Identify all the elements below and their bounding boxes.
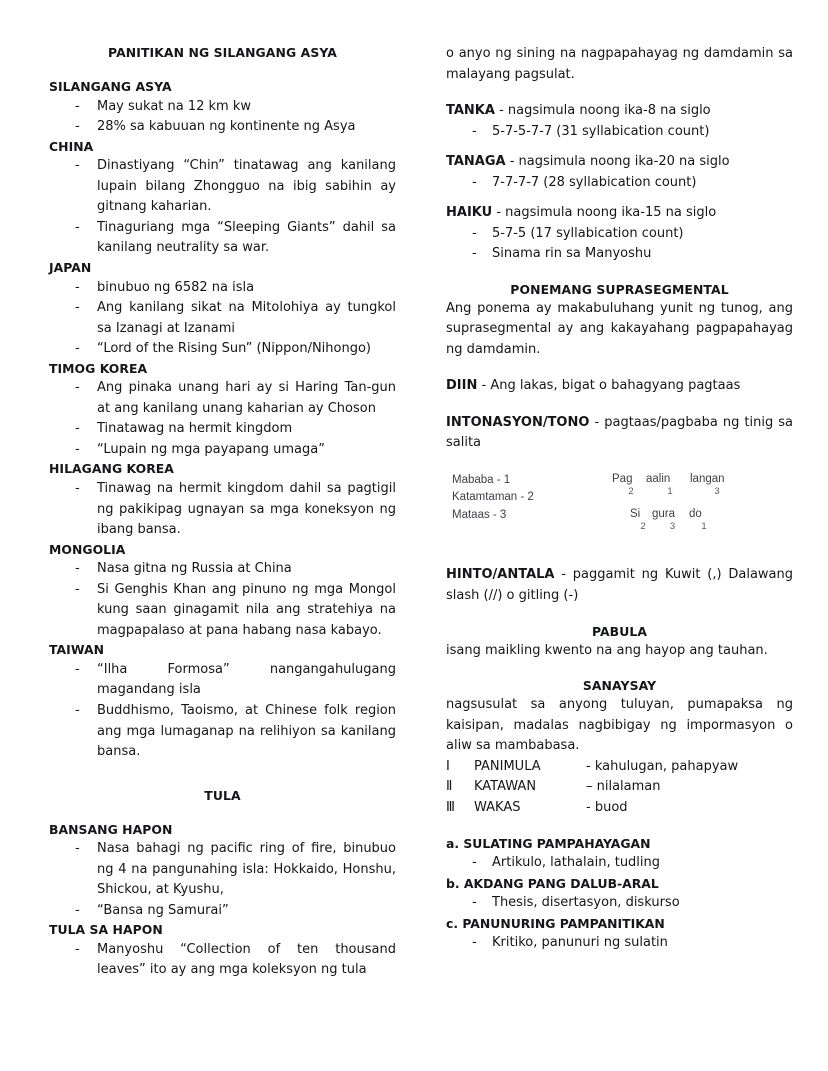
list-item: - Buddhismo, Taoismo, at Chinese folk region ang mga lumaganap na relihiyon sa kanilang bansa. <box>49 701 396 763</box>
list-item: - May sukat na 12 km kw <box>49 97 396 118</box>
list-item: - “Bansa ng Samurai” <box>49 901 396 922</box>
roman-numeral: Ⅰ <box>446 758 450 774</box>
term-intonasyon-tono <box>446 413 793 454</box>
sanaysay-paragraph: nagsusulat sa anyong tuluyan, pumapaksa ng kaisipan, madalas nagbibigay ng impormasyon o aliw sa mambabasa. <box>446 697 793 754</box>
part-label: WAKAS <box>474 799 521 815</box>
intonation-levels <box>452 472 612 542</box>
section-heading-tula-sa-hapon: TULA SA HAPON <box>49 922 163 938</box>
term-definition: - nagsimula noong ika-8 na siglo <box>494 103 711 119</box>
section-heading-japan: JAPAN <box>49 259 92 275</box>
list-item: - Tinaguriang mga “Sleeping Giants” dahil sa kanilang neutrality sa war. <box>49 218 396 259</box>
syllable: langan <box>690 472 725 485</box>
poem-form-haiku <box>446 203 793 224</box>
section-heading-timog-korea: TIMOG KOREA <box>49 360 148 376</box>
term-label: HINTO/ANTALA <box>446 567 555 583</box>
term-diin <box>446 376 793 397</box>
sanaysay-parts <box>446 757 793 819</box>
syllable: do <box>689 507 702 520</box>
intonation-figure <box>452 472 782 542</box>
list-item: - Kritiko, panunuri ng sulatin <box>446 933 793 954</box>
sanaysay-part-row <box>446 777 793 798</box>
list-akdang-pang-dalub-aral <box>446 893 793 914</box>
term-label: DIIN <box>446 378 478 394</box>
list-item: - Dinastiyang “Chin” tinatawag ang kanilang lupain bilang Zhongguo na ibig sabihin ay gitnang kaharian. <box>49 156 396 218</box>
list-item: - “Lord of the Rising Sun” (Nippon/Nihongo) <box>49 339 396 360</box>
list-mongolia <box>49 559 396 641</box>
list-silangang-asya <box>49 97 396 138</box>
list-item: - Nasa gitna ng Russia at China <box>49 559 396 580</box>
pabula-paragraph: isang maikling kwento na ang hayop ang tauhan. <box>446 642 768 658</box>
list-item: - Tinatawag na hermit kingdom <box>49 419 396 440</box>
list-item: - Ang kanilang sikat na Mitolohiya ay tungkol sa Izanagi at Izanami <box>49 298 396 339</box>
section-heading-hilagang-korea: HILAGANG KOREA <box>49 461 174 477</box>
pitch-number: 3 <box>714 486 720 498</box>
section-heading-sanaysay: SANAYSAY <box>582 678 657 694</box>
list-tula-sa-hapon <box>49 940 396 981</box>
list-item: - Tinawag na hermit kingdom dahil sa pagtigil ng pakikipag ugnayan sa mga koneksyon ng ibang bansa. <box>49 479 396 541</box>
two-column-layout <box>49 44 793 981</box>
term-label: TANAGA <box>446 154 506 170</box>
list-item: - Ang pinaka unang hari ay si Haring Tan-gun at ang kanilang unang kaharian ay Choson <box>49 378 396 419</box>
type-heading-sulating-pampahayagan: a. SULATING PAMPAHAYAGAN <box>446 836 651 852</box>
type-heading-panunuring-pampanitikan: c. PANUNURING PAMPANITIKAN <box>446 915 665 931</box>
list-hilagang-korea <box>49 479 396 541</box>
list-china <box>49 156 396 259</box>
term-definition: - nagsimula noong ika-20 na siglo <box>505 154 730 170</box>
syllable: Si <box>630 507 641 520</box>
term-hinto-antala <box>446 565 793 606</box>
pitch-number: 2 <box>628 486 634 498</box>
example-syllables <box>630 507 782 521</box>
example-syllables <box>612 472 782 486</box>
pitch-number: 2 <box>640 521 646 533</box>
section-heading-bansang-hapon: BANSANG HAPON <box>49 821 173 837</box>
poem-form-tanaga <box>446 152 793 173</box>
list-item: - 28% sa kabuuan ng kontinente ng Asya <box>49 117 396 138</box>
type-heading-akdang-pang-dalub-aral: b. AKDANG PANG DALUB-ARAL <box>446 875 659 891</box>
list-item: - binubuo ng 6582 na isla <box>49 278 396 299</box>
list-haiku <box>446 224 793 265</box>
part-label: KATAWAN <box>474 779 537 795</box>
list-sulating-pampahayagan <box>446 853 793 874</box>
level-row: Mataas - 3 <box>452 508 507 521</box>
roman-numeral: Ⅱ <box>446 779 453 795</box>
list-item: - 5-7-5-7-7 (31 syllabication count) <box>446 122 793 143</box>
section-heading-silangang-asya: SILANGANG ASYA <box>49 78 172 94</box>
section-heading-pabula: PABULA <box>591 623 648 639</box>
intonation-example <box>612 507 782 533</box>
sanaysay-part-row <box>446 757 793 778</box>
level-row: Katamtaman - 2 <box>452 491 534 504</box>
intonation-examples <box>612 472 782 542</box>
list-bansang-hapon <box>49 839 396 921</box>
term-definition: - paggamit ng Kuwit (,) Dalawang slash (//) o gitling (-) <box>446 567 793 604</box>
list-tanka <box>446 122 793 143</box>
syllable: aalin <box>646 472 671 485</box>
term-label: TANKA <box>446 103 495 119</box>
sanaysay-part-row <box>446 798 793 819</box>
list-item: - “Lupain ng mga payapang umaga” <box>49 440 396 461</box>
pitch-number: 1 <box>701 521 707 533</box>
part-description: - kahulugan, pahapyaw <box>586 758 739 774</box>
list-item: - Artikulo, lathalain, tudling <box>446 853 793 874</box>
list-item: - Thesis, disertasyon, diskurso <box>446 893 793 914</box>
list-item: - Si Genghis Khan ang pinuno ng mga Mongol kung saan ginagamit nila ang stratehiya na magpapalaso at pana habang nasa kabayo. <box>49 580 396 642</box>
section-heading-china: CHINA <box>49 138 94 154</box>
list-item: - 7-7-7-7 (28 syllabication count) <box>446 173 793 194</box>
syllable: Pag <box>612 472 633 485</box>
roman-numeral: Ⅲ <box>446 799 455 815</box>
term-definition: - Ang lakas, bigat o bahagyang pagtaas <box>477 378 741 394</box>
part-description: - buod <box>586 799 628 815</box>
list-item: - Manyoshu “Collection of ten thousand leaves” ito ay ang mga koleksyon ng tula <box>49 940 396 981</box>
list-item: - Sinama rin sa Manyoshu <box>446 244 793 265</box>
section-heading-ponemang-suprasegmental: PONEMANG SUPRASEGMENTAL <box>510 281 729 297</box>
pitch-number: 1 <box>667 486 673 498</box>
term-label: HAIKU <box>446 205 493 221</box>
syllable: gura <box>652 507 676 520</box>
list-tanaga <box>446 173 793 194</box>
list-item: - Nasa bahagi ng pacific ring of fire, binubuo ng 4 na pangunahing isla: Hokkaido, Honshu, Shickou, at Kyushu, <box>49 839 396 901</box>
continuation-paragraph: o anyo ng sining na nagpapahayag ng damdamin sa malayang pagsulat. <box>446 46 793 82</box>
document-title: PANITIKAN NG SILANGANG ASYA <box>108 45 337 60</box>
section-heading-taiwan: TAIWAN <box>49 642 105 658</box>
intonation-example <box>612 472 782 498</box>
pitch-number: 3 <box>669 521 676 533</box>
list-timog-korea <box>49 378 396 460</box>
example-numbers <box>630 521 782 532</box>
term-definition: - pagtaas/pagbaba ng tinig sa salita <box>446 414 793 451</box>
term-definition: - nagsimula noong ika-15 na siglo <box>492 205 717 221</box>
example-numbers <box>612 486 782 497</box>
level-row: Mababa - 1 <box>452 473 511 486</box>
list-japan <box>49 278 396 360</box>
left-column <box>49 44 396 981</box>
list-item: - “Ilha Formosa” nangangahulugang magandang isla <box>49 660 396 701</box>
list-taiwan <box>49 660 396 763</box>
part-label: PANIMULA <box>474 758 541 774</box>
suprasegmental-paragraph: Ang ponema ay makabuluhang yunit ng tunog, ang suprasegmental ay ang kakayahang pagpapahayag ng damdamin. <box>446 300 793 357</box>
section-heading-mongolia: MONGOLIA <box>49 541 126 557</box>
term-label: INTONASYON/TONO <box>446 414 590 430</box>
part-description: – nilalaman <box>586 779 661 795</box>
list-item: - 5-7-5 (17 syllabication count) <box>446 224 793 245</box>
right-column <box>446 44 793 953</box>
section-heading-tula: TULA <box>204 787 241 803</box>
list-panunuring-pampanitikan <box>446 933 793 954</box>
poem-form-tanka <box>446 101 793 122</box>
